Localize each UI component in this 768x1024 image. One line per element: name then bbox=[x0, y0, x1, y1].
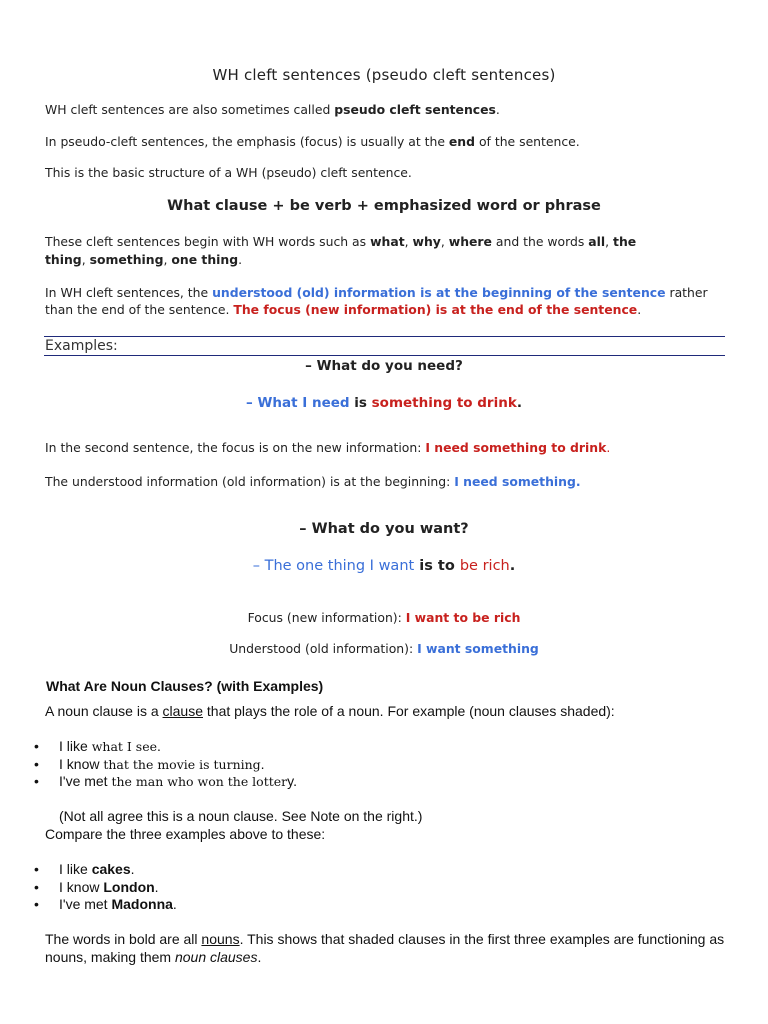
list-item: • I know that the movie is turning. bbox=[34, 755, 265, 772]
bullet-icon: • bbox=[34, 896, 39, 912]
intro-paragraph-1: WH cleft sentences are also sometimes called pseudo cleft sentences. bbox=[45, 102, 500, 117]
bullet-icon: • bbox=[34, 878, 39, 895]
example-1-focus: In the second sentence, the focus is on the new information: I need something to drink. bbox=[45, 440, 611, 455]
bullet-icon: • bbox=[34, 773, 39, 789]
example-2-answer: – The one thing I want is to be rich. bbox=[252, 558, 516, 574]
page-title: WH cleft sentences (pseudo cleft sentences) bbox=[212, 66, 556, 84]
examples-divider-bottom bbox=[44, 355, 725, 356]
list-item: • I like what I see. bbox=[34, 738, 161, 754]
example-1-answer: – What I need is something to drink. bbox=[246, 395, 522, 411]
example-1-understood: The understood information (old information) is at the beginning: I need something. bbox=[45, 474, 581, 489]
clause-link[interactable]: clause bbox=[162, 703, 203, 719]
noun-clause-note: (Not all agree this is a noun clause. See Note on the right.) bbox=[59, 808, 423, 824]
information-paragraph: In WH cleft sentences, the understood (old) information is at the beginning of the sentence rather than the end of the sentence. The focus (new information) is at the end of the sentence. bbox=[45, 285, 708, 317]
bullet-icon: • bbox=[34, 755, 39, 772]
example-2-question: – What do you want? bbox=[299, 521, 469, 537]
example-2-understood: Understood (old information): I want something bbox=[229, 641, 539, 656]
nouns-link[interactable]: nouns bbox=[201, 931, 240, 947]
list-item: • I know London. bbox=[34, 878, 159, 895]
list-item: • I like cakes. bbox=[34, 861, 135, 877]
structure-formula: What clause + be verb + emphasized word or phrase bbox=[167, 198, 601, 214]
intro-paragraph-3: This is the basic structure of a WH (pseudo) cleft sentence. bbox=[45, 165, 412, 180]
list-item: • I've met Madonna. bbox=[34, 896, 177, 912]
examples-divider-top bbox=[44, 336, 725, 337]
noun-clause-definition: A noun clause is a clause that plays the role of a noun. For example (noun clauses shaded): bbox=[45, 703, 615, 719]
examples-label: Examples: bbox=[45, 338, 118, 354]
bullet-icon: • bbox=[34, 738, 39, 754]
compare-text: Compare the three examples above to these: bbox=[45, 826, 326, 842]
list-item: • I've met the man who won the lottery. bbox=[34, 773, 297, 789]
bullet-icon: • bbox=[34, 861, 39, 877]
closing-paragraph: The words in bold are all nouns. This shows that shaded clauses in the first three examples are functioning as nouns, making them noun clauses. bbox=[45, 931, 725, 965]
noun-clauses-heading: What Are Noun Clauses? (with Examples) bbox=[46, 678, 324, 694]
noun-example-list bbox=[30, 861, 177, 914]
intro-paragraph-2: In pseudo-cleft sentences, the emphasis (focus) is usually at the end of the sentence. bbox=[45, 134, 580, 149]
noun-clause-example-list bbox=[30, 738, 297, 791]
example-1-question: – What do you need? bbox=[305, 358, 463, 374]
wh-words-paragraph: These cleft sentences begin with WH words such as what, why, where and the words all, the thing, something, one thing. bbox=[45, 234, 637, 267]
example-2-focus: Focus (new information): I want to be rich bbox=[247, 610, 521, 625]
